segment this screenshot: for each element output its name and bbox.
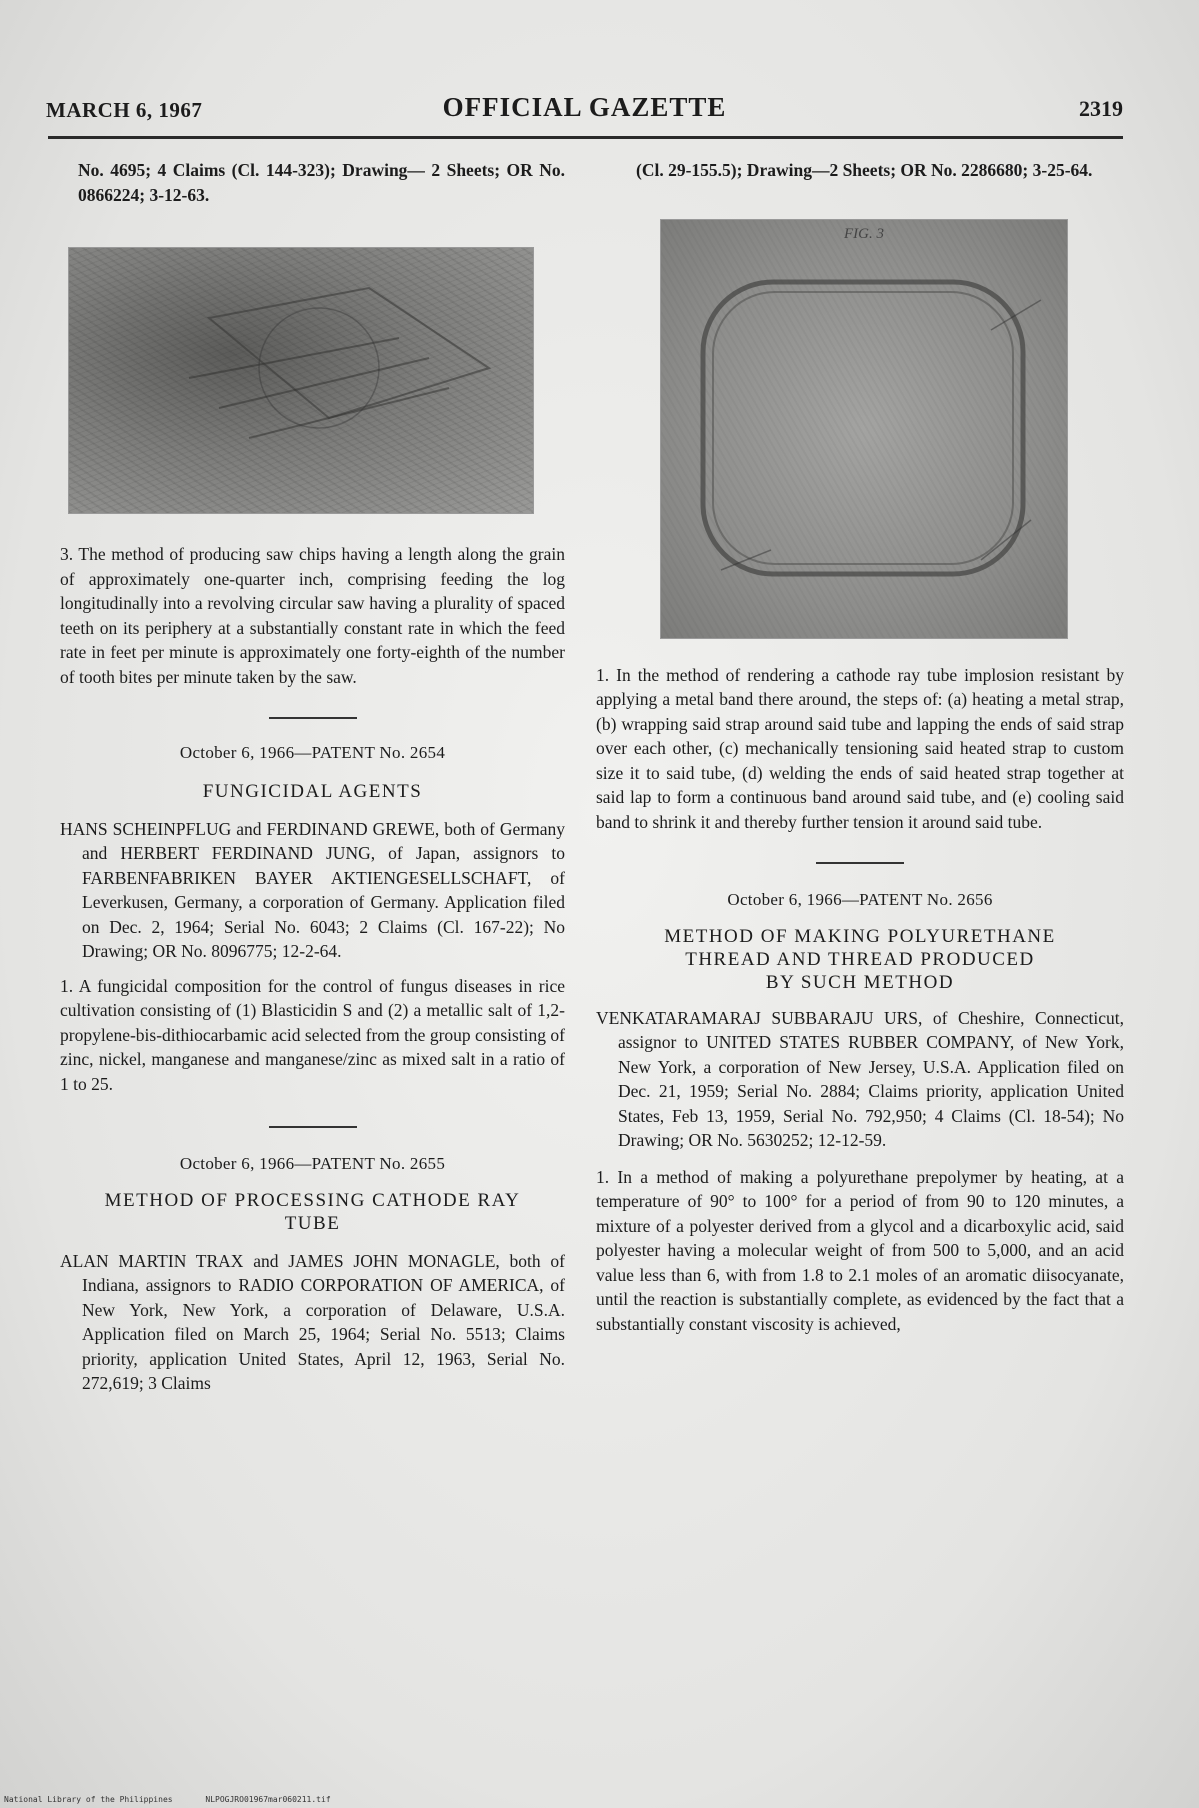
footer-file: NLPOGJRO01967mar060211.tif [205,1795,331,1804]
issue-date: MARCH 6, 1967 [46,98,203,122]
saw-drawing-sketch [69,248,533,513]
cathode-ray-tube-figure [660,219,1068,639]
patent-2655-title-line-2: TUBE [284,1212,341,1234]
patent-2656-assignment: VENKATARAMARAJ SUBBARAJU URS, of Cheshire, Connecticut, assignor to UNITED STATES RUBBER COMPANY, of New York, New York, a corporation of New Jersey, U.S.A. Application filed on Dec. 21, 1959; Serial No. 2884; Claims priority, application United States, Feb 13, 1959, Serial No. 792,950; 4 Claims (Cl. 18-54); No Drawing; OR No. 5630252; 12-12-59. [596,1007,1124,1150]
scan-footer [4,1795,359,1804]
tube-band-sketch [661,220,1067,638]
claim-1-cathode-text: 1. In the method of rendering a cathode ray tube implosion resistant by applying a metal band there around, the steps of: (a) heating a metal strap, (b) wrapping said strap around said tube and lapping the ends of said strap over each other, (c) mechanically tensioning said heated strap to custom size it to said tube, (d) welding the ends of said heated strap together at said lap to form a continuous band around said tube, and (e) cooling said band to shrink it and thereby further tension it around said tube. [596,664,1124,832]
section-divider [269,717,357,719]
patent-intro-continuation: No. 4695; 4 Claims (Cl. 144-323); Drawing— 2 Sheets; OR No. 0866224; 3-12-63. [78,160,565,205]
saw-drawing-figure [68,247,534,514]
page-header [46,92,1123,132]
patent-2655-date-line: October 6, 1966—PATENT No. 2655 [179,1154,446,1173]
footer-source: National Library of the Philippines [4,1795,173,1804]
patent-2655-assignment: ALAN MARTIN TRAX and JAMES JOHN MONAGLE, both of Indiana, assignors to RADIO CORPORATION OF AMERICA, of New York, New York, a corporation of Delaware, U.S.A. Application filed on March 25, 1964; Serial No. 5513; Claims priority, application United States, April 12, 1963, Serial No. 272,619; 3 Claims [60,1250,565,1393]
section-divider [816,862,904,864]
patent-intro-continuation-right: (Cl. 29-155.5); Drawing—2 Sheets; OR No. 2286680; 3-25-64. [636,160,1093,180]
section-divider [269,1126,357,1128]
left-column [60,158,565,1396]
patent-2656-title-line-2: THREAD AND THREAD PRODUCED [685,948,1035,970]
patent-2654-date-line: October 6, 1966—PATENT No. 2654 [179,743,446,762]
right-column [596,158,1124,1336]
page-number: 2319 [1079,96,1123,121]
patent-2656-title-line-3: BY SUCH METHOD [765,971,955,993]
patent-2654-assignment: HANS SCHEINPFLUG and FERDINAND GREWE, both of Germany and HERBERT FERDINAND JUNG, of Japan, assignors to FARBENFABRIKEN BAYER AKTIENGESELLSCHAFT, of Leverkusen, Germany, a corporation of Germany. Application filed on Dec. 2, 1964; Serial No. 6043; 2 Claims (Cl. 167-22); No Drawing; OR No. 8096775; 12-2-64. [60,818,565,961]
claim-3-text: 3. The method of producing saw chips having a length along the grain of approximately one-quarter inch, comprising feeding the log longitudinally into a revolving circular saw having a plurality of spaced teeth on its periphery at a substantially constant rate in which the feed rate in feet per minute is approximately one forty-eighth of the number of tooth bites per minute taken by the saw. [60,544,565,687]
patent-2655-title-line-1: METHOD OF PROCESSING CATHODE RAY [104,1189,521,1211]
patent-2654-claim-1: 1. A fungicidal composition for the control of fungus diseases in rice cultivation consisting of (1) Blasticidin S and (2) a metallic salt of 1,2-propylene-bis-dithiocarbamic acid selected from the group consisting of zinc, nickel, manganese and manganese/zinc as mixed salt in a ratio of 1 to 25. [60,975,565,1094]
patent-2654-title: FUNGICIDAL AGENTS [202,780,423,802]
patent-2656-title-line-1: METHOD OF MAKING POLYURETHANE [664,925,1056,947]
header-rule [48,136,1123,139]
figure-label: FIG. 3 [844,225,884,242]
publication-title: OFFICIAL GAZETTE [442,92,727,122]
patent-2656-claim-1: 1. In a method of making a polyurethane prepolymer by heating, at a temperature of 90° to 100° for a period of from 90 to 120 minutes, a mixture of a polyester derived from a glycol and a dicarboxylic acid, said polyester having a molecular weight of from 500 to 5,000, and an acid value less than 6, with from 1.8 to 2.1 moles of an aromatic diisocyanate, until the reaction is substantially complete, as evidenced by the fact that a substantially constant viscosity is achieved, [596,1166,1124,1334]
patent-2656-date-line: October 6, 1966—PATENT No. 2656 [727,890,993,909]
